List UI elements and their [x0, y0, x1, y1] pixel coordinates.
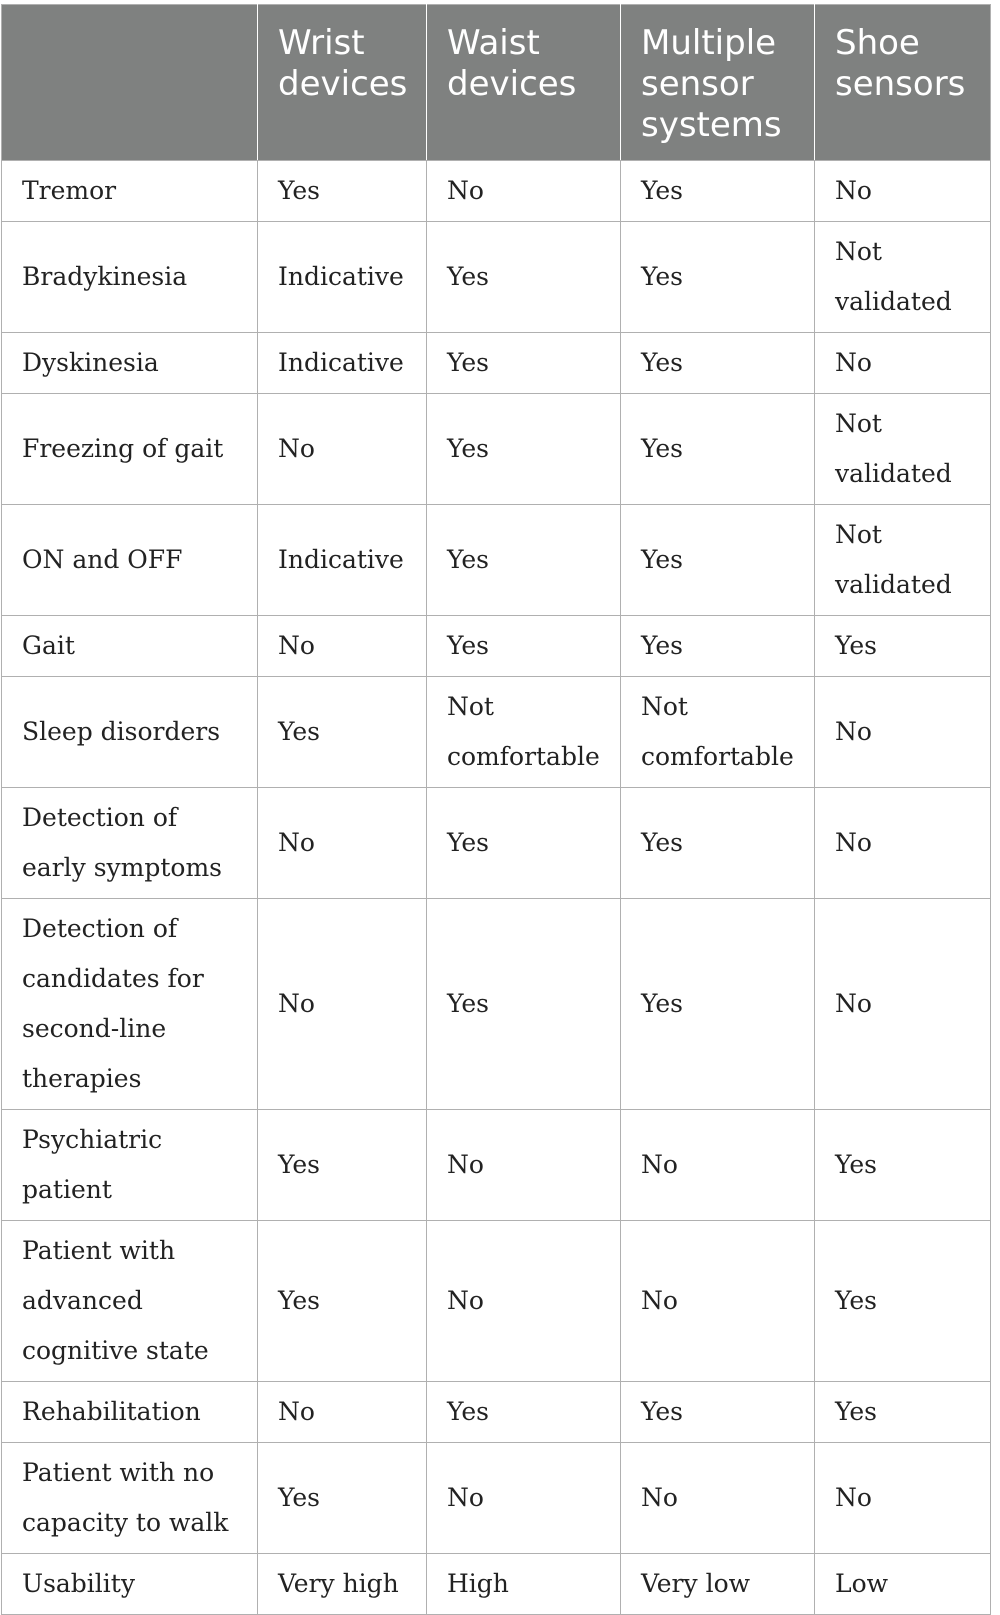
- table-cell: No: [258, 899, 427, 1110]
- table-cell: No: [815, 677, 991, 788]
- table-row: [2, 222, 991, 333]
- table-body: [2, 161, 991, 1615]
- table-cell: Yes: [427, 899, 621, 1110]
- table-cell: Yes: [427, 505, 621, 616]
- table-cell: No: [427, 1443, 621, 1554]
- table-cell: No: [815, 161, 991, 222]
- table-cell: Yes: [427, 616, 621, 677]
- table-cell: No: [815, 788, 991, 899]
- table-cell: No: [815, 1443, 991, 1554]
- table-cell: Yes: [621, 394, 815, 505]
- comparison-table: [1, 4, 991, 1615]
- table-cell: Low: [815, 1554, 991, 1615]
- table-cell: Indicative: [258, 505, 427, 616]
- table-cell: Yes: [621, 333, 815, 394]
- row-label: Sleep disorders: [2, 677, 258, 788]
- table-cell: No: [258, 1382, 427, 1443]
- table-cell: No: [427, 161, 621, 222]
- header-row: [2, 5, 991, 161]
- table-cell: Not validated: [815, 222, 991, 333]
- table-cell: No: [427, 1110, 621, 1221]
- table-cell: No: [621, 1110, 815, 1221]
- header-cell-multiple-sensor-systems: Multiple sensor systems: [621, 5, 815, 161]
- row-label: Gait: [2, 616, 258, 677]
- table-row: [2, 394, 991, 505]
- table-row: [2, 1554, 991, 1615]
- table-row: [2, 1443, 991, 1554]
- table-cell: Yes: [258, 1443, 427, 1554]
- table-cell: High: [427, 1554, 621, 1615]
- table-cell: Indicative: [258, 222, 427, 333]
- table-cell: No: [621, 1221, 815, 1382]
- table-cell: No: [621, 1443, 815, 1554]
- table-cell: Yes: [621, 899, 815, 1110]
- table-cell: Yes: [258, 161, 427, 222]
- table-row: [2, 677, 991, 788]
- header-cell-wrist-devices: Wrist devices: [258, 5, 427, 161]
- table-cell: Yes: [427, 788, 621, 899]
- row-label: Rehabilitation: [2, 1382, 258, 1443]
- row-label: Patient with advanced cognitive state: [2, 1221, 258, 1382]
- table-cell: Yes: [427, 394, 621, 505]
- row-label: Dyskinesia: [2, 333, 258, 394]
- table-cell: Not comfortable: [427, 677, 621, 788]
- table-cell: Yes: [815, 1382, 991, 1443]
- table-row: [2, 899, 991, 1110]
- table-cell: Yes: [621, 161, 815, 222]
- table-cell: Yes: [621, 505, 815, 616]
- table-row: [2, 1382, 991, 1443]
- table-cell: Very high: [258, 1554, 427, 1615]
- row-label: Psychiatric patient: [2, 1110, 258, 1221]
- header-cell-waist-devices: Waist devices: [427, 5, 621, 161]
- table-header: [2, 5, 991, 161]
- table-cell: No: [258, 788, 427, 899]
- table-cell: Yes: [621, 1382, 815, 1443]
- table-cell: Not validated: [815, 505, 991, 616]
- row-label: Freezing of gait: [2, 394, 258, 505]
- table-cell: Yes: [258, 1221, 427, 1382]
- row-label: Detection of candidates for second-line therapies: [2, 899, 258, 1110]
- table-cell: Yes: [621, 616, 815, 677]
- row-label: ON and OFF: [2, 505, 258, 616]
- table-row: [2, 616, 991, 677]
- table-cell: No: [815, 899, 991, 1110]
- table-cell: Yes: [815, 1110, 991, 1221]
- table-cell: No: [815, 333, 991, 394]
- table-cell: No: [258, 616, 427, 677]
- row-label: Usability: [2, 1554, 258, 1615]
- table-row: [2, 505, 991, 616]
- table-cell: Yes: [621, 788, 815, 899]
- table-cell: Indicative: [258, 333, 427, 394]
- header-cell-shoe-sensors: Shoe sensors: [815, 5, 991, 161]
- table-row: [2, 333, 991, 394]
- table-cell: No: [427, 1221, 621, 1382]
- row-label: Detection of early symptoms: [2, 788, 258, 899]
- row-label: Tremor: [2, 161, 258, 222]
- table-cell: No: [258, 394, 427, 505]
- table-cell: Very low: [621, 1554, 815, 1615]
- table-cell: Yes: [621, 222, 815, 333]
- table-row: [2, 161, 991, 222]
- table-cell: Yes: [427, 333, 621, 394]
- row-label: Patient with no capacity to walk: [2, 1443, 258, 1554]
- table-row: [2, 1221, 991, 1382]
- table-cell: Yes: [815, 1221, 991, 1382]
- row-label: Bradykinesia: [2, 222, 258, 333]
- table-row: [2, 1110, 991, 1221]
- header-cell-empty: [2, 5, 258, 161]
- table-cell: Not comfortable: [621, 677, 815, 788]
- table-cell: Yes: [427, 222, 621, 333]
- table-cell: Yes: [258, 1110, 427, 1221]
- table-cell: Yes: [427, 1382, 621, 1443]
- table-cell: Not validated: [815, 394, 991, 505]
- table-cell: Yes: [815, 616, 991, 677]
- table-cell: Yes: [258, 677, 427, 788]
- table-row: [2, 788, 991, 899]
